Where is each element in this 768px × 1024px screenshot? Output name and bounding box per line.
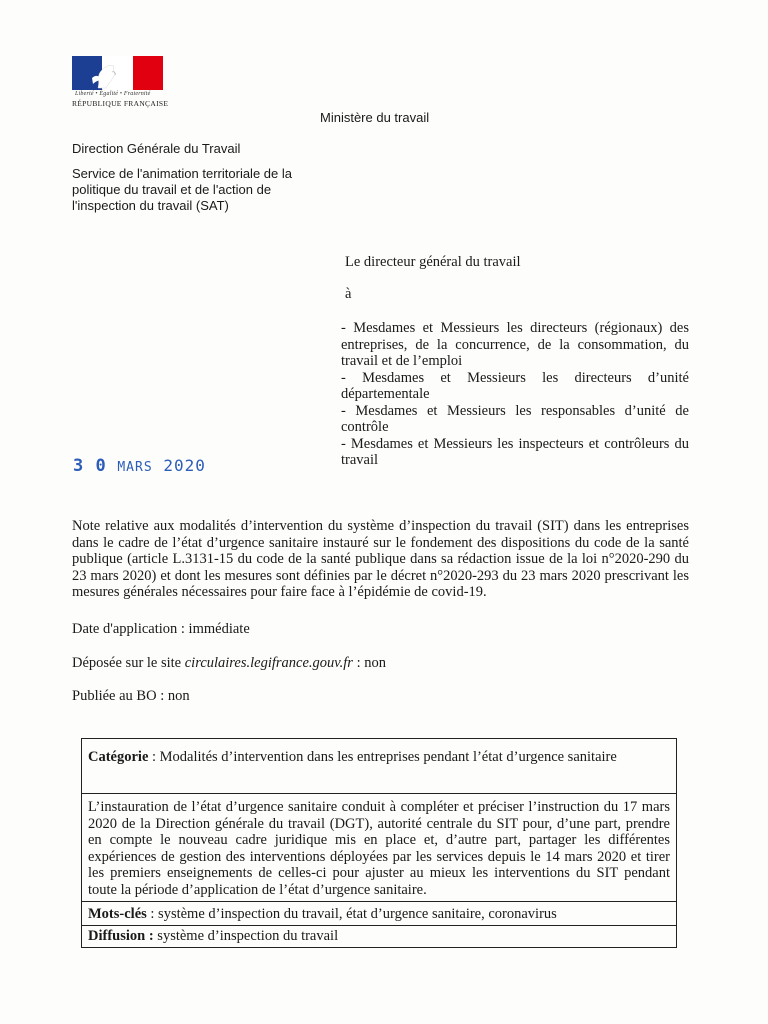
diffusion-label: Diffusion : [88,928,154,944]
ministere-title: Ministère du travail [320,110,430,125]
republic-name: RÉPUBLIQUE FRANÇAISE [72,99,169,108]
direction-name: Direction Générale du Travail [72,141,241,156]
diffusion-value: système d’inspection du travail [153,928,339,944]
categorie-label: Catégorie [88,749,149,765]
body-cell [82,794,677,902]
keywords-cell [82,902,677,926]
note-summary: Note relative aux modalités d’intervention du système d’inspection du travail (SIT) dans les entreprises dans le cadre de l’état d’urgence sanitaire instauré sur le fondement des dispositions du code de la santé publique (article L.3131-15 du code de la santé publique dans sa rédaction issue de la loi n°2020-290 du 23 mars 2020) et dont les mesures sont définies par le décret n°2020-293 du 23 mars 2020 prescrivant les mesures générales nécessaires pour faire face à l’épidémie de covid-19. [72,518,689,600]
categorie-cell [82,739,677,794]
republic-motto: Liberté • Égalité • Fraternité [75,91,151,97]
table-row [82,926,677,948]
service-name [72,166,312,214]
recipient-item: - Mesdames et Messieurs les responsables d’unité de contrôle [341,402,689,435]
recipient-item: - Mesdames et Messieurs les directeurs (régionaux) des entreprises, de la concurrence, de la consommation, du travail et de l’emploi [341,320,689,369]
diffusion-cell [82,926,677,948]
bo-status: Publiée au BO : non [72,688,190,704]
deposit-status [72,655,386,672]
deposit-suffix: : non [352,655,386,671]
application-date: Date d'application : immédiate [72,621,250,637]
body-text: L’instauration de l’état d’urgence sanitaire conduit à compléter et préciser l’instruction du 17 mars 2020 de la Direction générale du travail (DGT), autorité centrale du SIT pour, d’une part, prendre en compte le nouveau cadre juridique mis en place et, d’autre part, partager les différentes expériences de gestion des interventions déployées par les services depuis le 14 mars 2020 et tirer les premiers enseignements de celles-ci pour ajuster au mieux les interventions du SIT pendant toute la période d’application de l’état d’urgence sanitaire. [88,799,670,898]
to-word: à [345,286,352,302]
keywords-value: : système d’inspection du travail, état d’urgence sanitaire, coronavirus [146,906,557,922]
service-line: Service de l'animation territoriale de la [72,166,292,181]
service-line: l'inspection du travail (SAT) [72,198,229,213]
summary-table [81,738,677,948]
sender: Le directeur général du travail [345,254,521,270]
recipient-item: - Mesdames et Messieurs les directeurs d’unité départementale [341,369,689,402]
categorie-value: : Modalités d’intervention dans les entreprises pendant l’état d’urgence sanitaire [148,749,617,765]
date-stamp [73,456,206,476]
table-row [82,902,677,926]
stamp-year: 2020 [163,456,206,475]
legifrance-link[interactable]: circulaires.legifrance.gouv.fr [184,655,353,671]
recipient-item: - Mesdames et Messieurs les inspecteurs et contrôleurs du travail [341,435,689,468]
deposit-prefix: Déposée sur le site [72,655,185,671]
table-row [82,739,677,794]
republique-francaise-logo [72,56,169,108]
service-line: politique du travail et de l'action de [72,182,272,197]
recipient-list [341,320,689,469]
stamp-day: 3 0 [73,456,107,476]
keywords-label: Mots-clés [88,906,147,922]
stamp-month: MARS [117,460,153,475]
marianne-icon [90,58,128,90]
table-row [82,794,677,902]
